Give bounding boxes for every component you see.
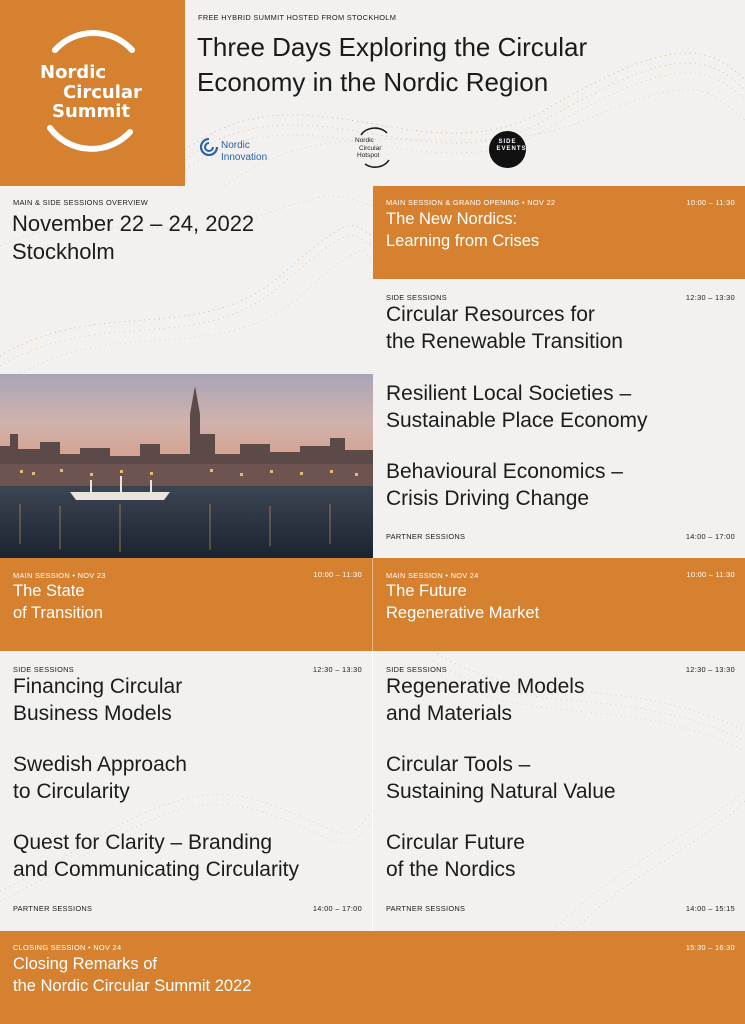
hotspot-line-3: Hotspot: [357, 152, 380, 159]
side24-session-2-line-2: Sustaining Natural Value: [386, 779, 616, 803]
nordic-innovation-logo-icon: [200, 138, 218, 156]
side23-session-2-line-2: to Circularity: [13, 779, 130, 803]
side22-session-1: [386, 302, 623, 355]
opening-kicker: MAIN SESSION & GRAND OPENING • NOV 22: [386, 198, 556, 207]
main23-title-line-2: of Transition: [13, 604, 103, 622]
side22-partner-time: 14:00 – 17:00: [685, 532, 735, 541]
logo-line-3: Summit: [52, 101, 131, 122]
side22-session-2-line-1: Resilient Local Societies –: [386, 382, 632, 405]
side23-kicker: SIDE SESSIONS: [13, 665, 74, 674]
side24-partner-time: 14:00 – 15:15: [685, 904, 735, 913]
opening-title-line-1: The New Nordics:: [386, 210, 518, 228]
side24-session-1-line-1: Regenerative Models: [386, 675, 585, 698]
side24-session-1-line-2: and Materials: [386, 701, 513, 725]
side23-time: 12:30 – 13:30: [312, 665, 362, 674]
side22-session-2-line-2: Sustainable Place Economy: [386, 408, 648, 432]
closing-session-card: [0, 931, 745, 1024]
side22-session-1-line-1: Circular Resources for: [386, 303, 595, 326]
closing-title-line-2: the Nordic Circular Summit 2022: [13, 977, 252, 995]
event-dates-text: November 22 – 24, 2022: [12, 211, 255, 236]
nordic-innovation-logo: [221, 140, 267, 164]
grid-divider: [372, 651, 373, 931]
main24-title: [386, 580, 539, 624]
grid-divider: [372, 558, 373, 651]
hotspot-line-2: Circular: [359, 144, 382, 152]
side-sessions-nov24: [373, 651, 745, 931]
opening-time: 10:00 – 11:30: [686, 198, 735, 207]
side22-session-3: [386, 459, 623, 512]
main-session-nov23-card: [0, 558, 372, 651]
opening-title: [386, 208, 539, 252]
side23-session-2: [13, 752, 187, 805]
stockholm-photo: [0, 374, 373, 558]
logo-line-2: Circular: [63, 82, 142, 103]
side-sessions-nov23: [0, 651, 372, 931]
side23-session-1-line-1: Financing Circular: [13, 675, 183, 698]
main24-time: 10:00 – 11:30: [686, 570, 735, 579]
main24-kicker: MAIN SESSION • NOV 24: [386, 571, 479, 580]
side22-partner-label: PARTNER SESSIONS: [386, 532, 466, 541]
side23-partner-time: 14:00 – 17:00: [312, 904, 362, 913]
side22-session-3-line-2: Crisis Driving Change: [386, 486, 590, 510]
hotspot-logo: [355, 137, 381, 160]
event-city: Stockholm: [12, 239, 115, 264]
hotspot-line-1: Nordic: [355, 137, 374, 144]
closing-kicker: CLOSING SESSION • NOV 24: [13, 943, 122, 952]
header-panel: [185, 0, 745, 186]
side23-session-1: [13, 674, 182, 727]
closing-title-line-1: Closing Remarks of: [13, 955, 157, 973]
main23-kicker: MAIN SESSION • NOV 23: [13, 571, 106, 580]
page-title-line-1: Three Days Exploring the Circular: [197, 32, 588, 62]
side23-session-3-line-1: Quest for Clarity – Branding: [13, 831, 273, 854]
side22-kicker: SIDE SESSIONS: [386, 293, 447, 302]
main23-title: [13, 580, 103, 624]
side23-session-2-line-1: Swedish Approach: [13, 753, 187, 776]
overview-kicker: MAIN & SIDE SESSIONS OVERVIEW: [13, 198, 149, 207]
closing-title: [13, 953, 251, 997]
main23-time: 10:00 – 11:30: [313, 570, 362, 579]
side24-time: 12:30 – 13:30: [685, 665, 735, 674]
side23-session-3: [13, 830, 299, 883]
opening-title-line-2: Learning from Crises: [386, 232, 540, 250]
side24-kicker: SIDE SESSIONS: [386, 665, 447, 674]
side24-session-2-line-1: Circular Tools –: [386, 753, 531, 776]
side-sessions-nov22: [373, 279, 745, 558]
side24-partner-label: PARTNER SESSIONS: [386, 904, 466, 913]
nordic-innovation-line-2: Innovation: [221, 152, 268, 163]
side-events-text: SIDE EVENTS: [496, 139, 527, 152]
summit-logo-block: [0, 0, 185, 186]
overview-panel: [0, 186, 373, 374]
side24-session-3-line-2: of the Nordics: [386, 857, 516, 881]
nordic-innovation-line-1: Nordic: [221, 140, 250, 151]
closing-time: 15:30 – 16:30: [685, 943, 735, 952]
side22-time: 12:30 – 13:30: [685, 293, 735, 302]
page-title-line-2: Economy in the Nordic Region: [197, 67, 549, 97]
side23-session-3-line-2: and Communicating Circularity: [13, 857, 299, 881]
side24-session-3: [386, 830, 525, 883]
side24-session-3-line-1: Circular Future: [386, 831, 525, 854]
logo-line-1: Nordic: [40, 62, 107, 83]
main24-title-line-1: The Future: [386, 582, 467, 600]
side23-session-1-line-2: Business Models: [13, 701, 172, 725]
main23-title-line-1: The State: [13, 582, 85, 600]
side22-session-2: [386, 381, 648, 434]
side22-session-3-line-1: Behavioural Economics –: [386, 460, 623, 483]
side22-session-1-line-2: the Renewable Transition: [386, 329, 623, 353]
side24-session-1: [386, 674, 584, 727]
event-dates: [12, 210, 254, 266]
main-session-nov24-card: [373, 558, 745, 651]
main24-title-line-2: Regenerative Market: [386, 604, 540, 622]
city-skyline-illustration: [0, 374, 373, 558]
opening-session-card: [373, 186, 745, 279]
side23-partner-label: PARTNER SESSIONS: [13, 904, 93, 913]
side-events-badge: [489, 131, 526, 168]
side24-session-2: [386, 752, 616, 805]
header-kicker: FREE HYBRID SUMMIT HOSTED FROM STOCKHOLM: [198, 13, 397, 22]
page-title: [197, 30, 587, 100]
